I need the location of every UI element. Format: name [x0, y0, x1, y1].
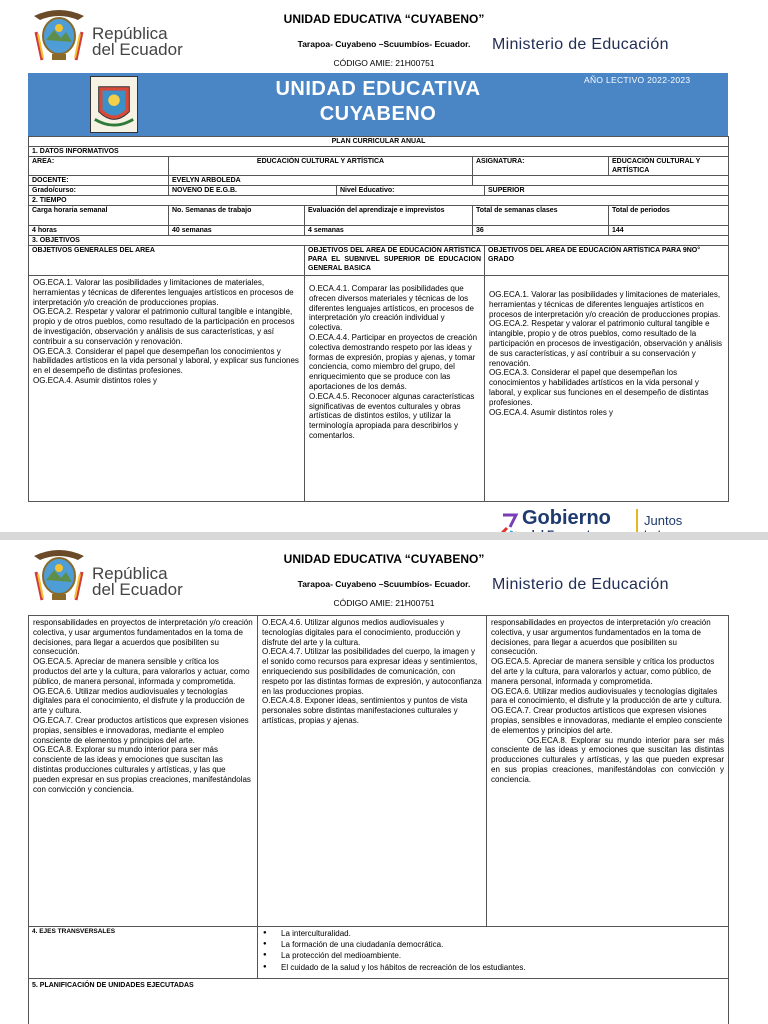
objetivos-col2-header: OBJETIVOS DEL AREA DE EDUCACIÓN ARTÍSTICA PARA EL SUBNIVEL SUPERIOR DE EDUCACION GENERAL BASICA [305, 246, 485, 276]
republica-label: República del Ecuador [92, 564, 183, 599]
amie-code: CÓDIGO AMIE: 21H00751 [333, 58, 435, 68]
republica-label: República del Ecuador [92, 24, 183, 59]
school-seal-icon [90, 76, 138, 133]
nivel-value: SUPERIOR [485, 186, 729, 196]
section-datos: 1. DATOS INFORMATIVOS [29, 147, 729, 157]
grado-value: NOVENO DE E.G.B. [169, 186, 337, 196]
tiempo-value-carga: 4 horas [29, 226, 169, 236]
ejes-list [258, 927, 729, 979]
tiempo-header-total-semanas: Total de semanas clases [473, 206, 609, 226]
objetivos-col2-text-cont: O.ECA.4.6. Utilizar algunos medios audiovisuales y tecnologías digitales para el conocimiento, producción y disfrute del arte y la cultura. O.ECA.4.7. Utilizar las posibilidades del cuerpo, la imagen y el sonido como recursos para expresar ideas y sentimientos, enriqueciendo sus posibilidades de comunicación, con respeto por las distintas formas de expresión, y autoconfianza en las producciones propias. O.ECA.4.8. Exponer ideas, sentimientos y puntos de vista personales sobre distintas manifestaciones culturales y artísticas, propias y ajenas. [258, 616, 487, 927]
eje-item: ● La protección del medioambiente. [261, 950, 725, 961]
objetivos-col2-text: O.ECA.4.1. Comparar las posibilidades que ofrecen diversos materiales y técnicas de los diferentes lenguajes artísticos, en procesos de interpretación y/o creación individual y colectiva. O.ECA.4.4. Participar en proyectos de creación colectiva demostrando respeto por las ideas y formas de expresión, propias y ajenas, y tomar conciencia, como miembro del grupo, del enriquecimiento que se produce con las aportaciones de los demás. O.ECA.4.5. Reconocer algunas características significativas de eventos culturales y obras artísticas de distintos estilos, y utilizar la terminología apropiada para describirlos y comentarlos. [305, 276, 485, 502]
nivel-label: Nivel Educativo: [337, 186, 485, 196]
objetivos-col1-header: OBJETIVOS GENERALES DEL AREA [29, 246, 305, 276]
ministry-label: Ministerio de Educación [492, 36, 669, 53]
page-header [0, 0, 768, 75]
plan-title: PLAN CURRICULAR ANUAL [29, 137, 729, 147]
eje-item: ● La interculturalidad. [261, 928, 725, 939]
tiempo-value-total-semanas: 36 [473, 226, 609, 236]
title-banner [28, 73, 728, 136]
docente-label: DOCENTE: [29, 176, 169, 186]
eje-item: ● La formación de una ciudadanía democrática. [261, 939, 725, 950]
section-tiempo: 2. TIEMPO [29, 196, 729, 206]
tiempo-header-evaluacion: Evaluación del aprendizaje e imprevistos [305, 206, 473, 226]
area-value: EDUCACIÓN CULTURAL Y ARTÍSTICA [169, 157, 473, 176]
area-label: AREA: [29, 157, 169, 176]
gobierno-logo: Gobierno Juntos [500, 505, 735, 545]
asignatura-value: EDUCACIÓN CULTURAL Y ARTÍSTICA [609, 157, 729, 176]
banner-title: UNIDAD EDUCATIVA CUYABENO [275, 78, 481, 125]
objetivos-col3-text-cont: responsabilidades en proyectos de interpretación y/o creación colectiva, y usar argumentos fundamentados en la toma de decisiones, para llegar a acuerdos que posibiliten su consecución. OG.ECA.5. Apreciar de manera sensible y crítica los productos del arte y la cultura, para valorarlos y actuar, como público, de manera personal, informada y comprometida. OG.ECA.6. Utilizar medios audiovisuales y tecnologías digitales para el conocimiento, el disfrute y la producción de arte y cultura. OG.ECA.7. Crear productos artísticos que expresen visiones propias, sensibles e innovadoras, mediante el empleo consciente de elementos y principios del arte. OG.ECA.8. Explorar su mundo interior para ser más consciente de las ideas y emociones que suscitan las distintas producciones culturales y artísticas, y las que pueden expresar en sus propias creaciones, manifestándolas con convicción y conciencia. [487, 616, 729, 927]
tiempo-header-semanas: No. Semanas de trabajo [169, 206, 305, 226]
ministry-label: Ministerio de Educación [492, 576, 669, 593]
page-header [0, 540, 768, 615]
objetivos-col1-text-cont: responsabilidades en proyectos de interpretación y/o creación colectiva, y usar argumentos fundamentados en la toma de decisiones, para llegar a acuerdos que posibiliten su consecución. OG.ECA.5. Apreciar de manera sensible y crítica los productos del arte y la cultura, para valorarlos y actuar, como público, de manera personal, informada y comprometida. OG.ECA.6. Utilizar medios audiovisuales y tecnologías digitales para el conocimiento, el disfrute y la producción de arte y cultura. OG.ECA.7. Crear productos artísticos que expresen visiones propias, sensibles e innovadoras, mediante el empleo consciente de elementos y principios del arte. OG.ECA.8. Explorar su mundo interior para ser más consciente de las ideas y emociones que suscitan las distintas producciones culturales y artísticas, y las que pueden expresar en sus propias creaciones, manifestándolas con convicción y conciencia. [29, 616, 258, 927]
grado-label: Grado/curso: [29, 186, 169, 196]
plan-table-page-1 [28, 136, 729, 502]
section-planificacion: 5. PLANIFICACIÓN DE UNIDADES EJECUTADAS [29, 979, 729, 1024]
page-2 [0, 540, 768, 1024]
eje-item: ● El cuidado de la salud y los hábitos de recreación de los estudiantes. [261, 962, 725, 973]
objetivos-col3-header: OBJETIVOS DEL AREA DE EDUCACIÓN ARTÍSTICA PARA 9NO° GRADO [485, 246, 729, 276]
section-ejes: 4. EJES TRANSVERSALES [29, 927, 258, 979]
tiempo-value-periodos: 144 [609, 226, 729, 236]
asignatura-label: ASIGNATURA: [473, 157, 609, 176]
docente-value: EVELYN ARBOLEDA [169, 176, 473, 186]
tiempo-header-carga: Carga horaria semanal [29, 206, 169, 226]
plan-table-page-2 [28, 615, 729, 1024]
school-address: Tarapoa- Cuyabeno –Scuumbíos- Ecuador. [297, 579, 471, 589]
school-year: AÑO LECTIVO 2022-2023 [584, 75, 691, 85]
school-address: Tarapoa- Cuyabeno –Scuumbíos- Ecuador. [297, 39, 471, 49]
amie-code: CÓDIGO AMIE: 21H00751 [333, 598, 435, 608]
tiempo-value-evaluacion: 4 semanas [305, 226, 473, 236]
tiempo-header-periodos: Total de periodos [609, 206, 729, 226]
section-objetivos: 3. OBJETIVOS [29, 236, 729, 246]
objetivos-col1-text: OG.ECA.1. Valorar las posibilidades y limitaciones de materiales, herramientas y técnicas de diferentes lenguajes artísticos en procesos de interpretación y/o creación de producciones propias. OG.ECA.2. Respetar y valorar el patrimonio cultural tangible e intangible, propio y de otros pueblos, como resultado de la participación en procesos de investigación, observación y análisis de sus características, y así contribuir a su conservación y renovación. OG.ECA.3. Considerar el papel que desempeñan los conocimientos y habilidades artísticos en la vida personal y laboral, y explicar sus funciones en el desempeño de distintas profesiones. OG.ECA.4. Asumir distintos roles y [29, 276, 305, 502]
objetivos-col3-text: OG.ECA.1. Valorar las posibilidades y limitaciones de materiales, herramientas y técnicas de diferentes lenguajes artísticos en procesos de interpretación y/o creación de producciones propias. OG.ECA.2. Respetar y valorar el patrimonio cultural tangible e intangible, propio y de otros pueblos, como resultado de la participación en procesos de investigación, observación y análisis de sus características, y así contribuir a su conservación y renovación. OG.ECA.3. Considerar el papel que desempeñan los conocimientos y habilidades artísticos en la vida personal y laboral, y explicar sus funciones en el desempeño de distintas profesiones. OG.ECA.4. Asumir distintos roles y [485, 276, 729, 502]
school-name: UNIDAD EDUCATIVA “CUYABENO” [283, 12, 485, 26]
school-name: UNIDAD EDUCATIVA “CUYABENO” [283, 552, 485, 566]
tiempo-value-semanas: 40 semanas [169, 226, 305, 236]
